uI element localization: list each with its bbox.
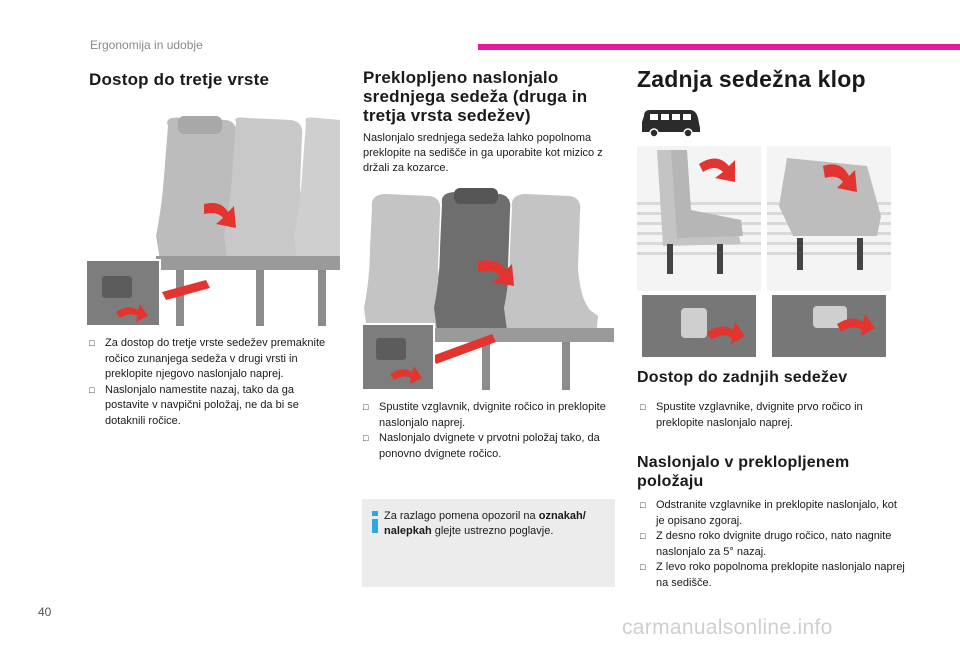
col3-title: Zadnja sedežna klop [637,66,866,92]
watermark: carmanualsonline.info [622,616,833,639]
col2-bullets [363,400,615,462]
page-number: 40 [38,605,52,619]
third-row-access-illustration [86,116,340,326]
checkbox-icon: □ [363,402,369,412]
list-item: □ Odstranite vzglavnike in preklopite naslonjalo, kot je opisano zgoraj. [640,499,897,527]
col1-bullets [89,336,341,429]
checkbox-icon: □ [89,338,95,348]
list-item: □ Z desno roko dvignite drugo ročico, nato nagnite naslonjalo za 5° nazaj. [640,530,892,558]
col2-title: Preklopljeno naslonjalo srednjega sedeža (druga in tretja vrsta sedežev) [363,68,588,125]
list-item: □ Spustite vzglavnike, dvignite prvo ročico in preklopite naslonjalo naprej. [640,401,863,429]
middle-seat-fold-illustration [362,188,616,390]
checkbox-icon: □ [640,531,646,541]
section2-title: Naslonjalo v preklopljenem položaju [637,454,850,490]
list-item: □ Z levo roko popolnoma preklopite naslonjalo naprej na sedišče. [640,561,905,589]
col1-title: Dostop do tretje vrste [89,70,270,89]
info-icon [368,510,382,534]
info-box [362,499,615,587]
rear-bench-illustration [637,146,891,361]
checkbox-icon: □ [640,500,646,510]
section2-bullets [640,498,905,591]
info-text: Za razlago pomena opozoril na oznakah/ nalepkah glejte ustrezno poglavje. [384,510,586,537]
list-item: □ Naslonjalo namestite nazaj, tako da ga postavite v navpični položaj, ne da bi se dotaknili ročice. [89,383,299,427]
checkbox-icon: □ [363,433,369,443]
section1-bullets [640,400,905,431]
list-item: □ Za dostop do tretje vrste sedežev premaknite ročico zunanjega sedeža v drugi vrsti in preklopite njegovo naslonjalo naprej. [89,337,326,380]
section1-title: Dostop do zadnjih sedežev [637,369,848,386]
header-accent-bar [478,44,960,50]
van-icon [640,108,702,138]
col2-intro: Naslonjalo srednjega sedeža lahko popolnoma preklopite na sedišče in ga uporabite kot mizico z držali za kozarce. [363,132,603,174]
checkbox-icon: □ [640,562,646,572]
checkbox-icon: □ [89,384,95,395]
checkbox-icon: □ [640,402,646,412]
list-item: □ Naslonjalo dvignete v prvotni položaj tako, da ponovno dvignete ročico. [363,432,600,460]
section-label: Ergonomija in udobje [90,38,203,52]
list-item: □ Spustite vzglavnik, dvignite ročico in preklopite naslonjalo naprej. [363,401,606,429]
